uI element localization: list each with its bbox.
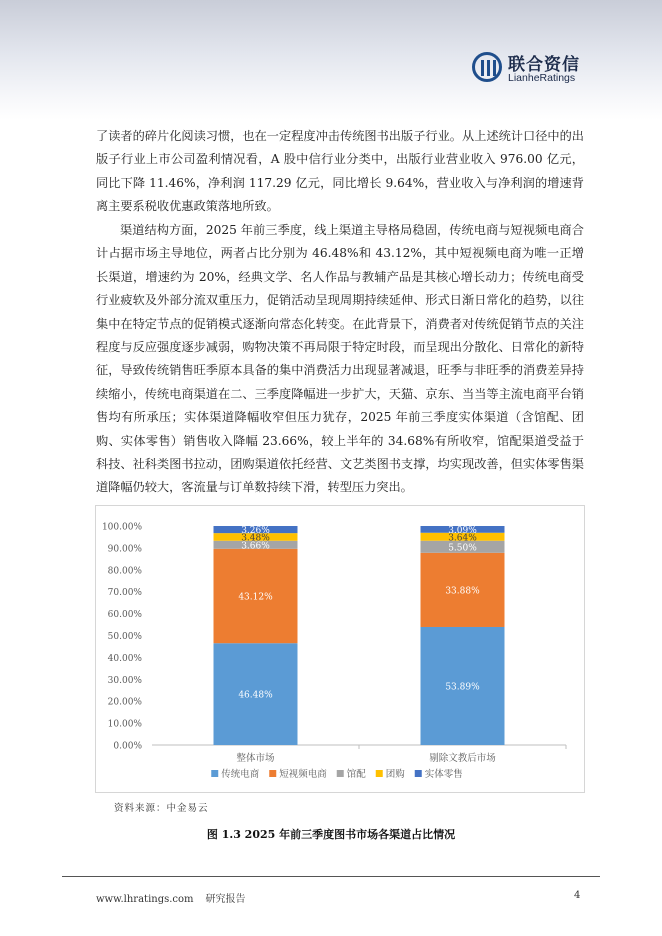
data-label: 33.88% (445, 586, 480, 597)
logo-english-name: LianheRatings (508, 72, 576, 84)
page-number: 4 (574, 890, 581, 901)
footer-url[interactable]: www.lhratings.com (96, 894, 194, 905)
y-tick-label: 10.00% (107, 719, 142, 730)
data-label: 5.50% (448, 543, 477, 554)
footer-left (96, 890, 246, 905)
chart-svg (96, 506, 584, 792)
data-label: 46.48% (238, 690, 273, 701)
y-tick-label: 80.00% (107, 566, 142, 577)
footer-label: 研究报告 (205, 894, 246, 905)
legend-label: 实体零售 (424, 769, 463, 780)
legend-swatch (269, 770, 276, 777)
chart-source: 资料来源：中金易云 (114, 803, 209, 814)
legend-label: 团购 (385, 769, 405, 780)
legend-swatch (337, 770, 344, 777)
y-tick-label: 60.00% (107, 610, 142, 621)
data-label: 43.12% (238, 592, 273, 603)
y-tick-label: 90.00% (107, 544, 142, 555)
data-label: 3.26% (241, 526, 270, 537)
paragraph-2: 渠道结构方面，2025 年前三季度，线上渠道主导格局稳固，传统电商与短视频电商合计占据市场主导地位，两者占比分别为 46.48%和 43.12%，其中短视频电商为唯一正增长渠道，增速约为 20%，经典文学、名人作品与教辅产品是其核心增长动力；传统电商受行业疲软及外部分流双重压力，促销活动呈现周期持续延伸、形式日渐日常化的趋势，以往集中在特定节点的促销模式逐渐向常态化转变。在此背景下，消费者对传统促销节点的关注程度与反应强度逐步减弱，购物决策不再局限于特定时段，而呈现出分散化、日常化的新特征，导致传统销售旺季原本具备的集中消费活力出现显著减退，旺季与非旺季的消费差异持续缩小，传统电商渠道在二、三季度降幅进一步扩大，天猫、京东、当当等主流电商平台销售均有所承压；实体渠道降幅收窄但压力犹存，2025 年前三季度实体渠道（含馆配、团购、实体零售）销售收入降幅 23.66%，较上半年的 34.68%有所收窄，馆配渠道受益于科技、社科类图书拉动，团购渠道依托经营、文艺类图书支撑，均实现改善，但实体零售渠道降幅仍较大，客流量与订单数持续下滑，转型压力突出。 (96, 223, 584, 495)
logo-chinese-name: 联合资信 (508, 55, 580, 75)
data-label: 3.66% (241, 541, 270, 552)
legend-swatch (211, 770, 218, 777)
paragraph-1: 了读者的碎片化阅读习惯，也在一定程度冲击传统图书出版子行业。从上述统计口径中的出版子行业上市公司盈利情况看，A 股中信行业分类中，出版行业营业收入 976.00 亿元，同比下降 11.46%，净利润 117.29 亿元，同比增长 9.64%，营业收入与净利润的增速背离主要系税收优惠政策落地所致。 (96, 129, 584, 214)
legend-swatch (415, 770, 422, 777)
y-tick-label: 50.00% (107, 632, 142, 642)
legend-label: 馆配 (346, 769, 366, 780)
figure-caption: 图 1.3 2025 年前三季度图书市场各渠道占比情况 (206, 828, 456, 841)
data-label: 3.09% (448, 525, 477, 536)
data-label: 3.64% (448, 533, 477, 544)
y-tick-label: 20.00% (107, 697, 142, 708)
legend-label: 传统电商 (221, 769, 260, 780)
data-label: 3.48% (241, 533, 270, 544)
legend-label: 短视频电商 (279, 769, 327, 780)
data-label: 53.89% (445, 682, 480, 693)
channel-share-chart (95, 505, 585, 793)
y-tick-label: 100.00% (101, 522, 142, 533)
legend-swatch (376, 770, 383, 777)
x-tick-label: 整体市场 (236, 753, 275, 764)
company-logo (472, 48, 602, 88)
y-tick-label: 0.00% (113, 741, 142, 752)
footer-divider (62, 876, 600, 877)
y-tick-label: 70.00% (107, 588, 142, 599)
logo-mark-icon (472, 52, 502, 82)
y-tick-label: 30.00% (107, 675, 142, 686)
x-tick-label: 剔除文教后市场 (429, 753, 496, 764)
y-tick-label: 40.00% (107, 653, 142, 664)
